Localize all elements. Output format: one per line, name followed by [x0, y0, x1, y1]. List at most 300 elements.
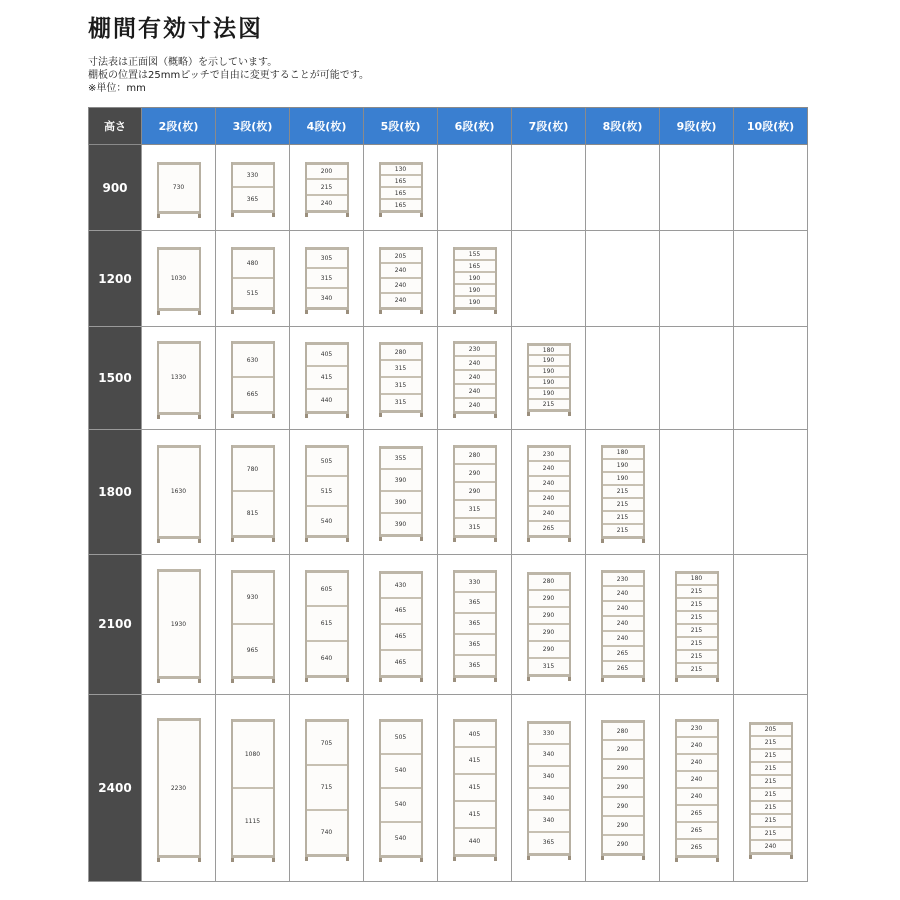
shelf-gap-label: 240 [677, 770, 717, 787]
shelf-gap-label: 265 [603, 660, 643, 675]
foot [420, 213, 423, 217]
table-cell [660, 430, 734, 555]
table-cell [512, 231, 586, 326]
table-cell [660, 145, 734, 231]
foot [379, 678, 382, 682]
foot [379, 413, 382, 417]
shelf-feet [157, 858, 201, 862]
foot [453, 310, 456, 314]
foot [453, 414, 456, 418]
foot [642, 678, 645, 682]
shelf-gap-label: 290 [455, 481, 495, 499]
table-cell [586, 554, 660, 695]
shelf-gap-label: 340 [529, 743, 569, 765]
foot [527, 412, 530, 416]
shelf-gap-label: 480 [233, 247, 273, 277]
shelf-gap-label: 215 [751, 735, 791, 748]
foot [305, 213, 308, 217]
shelf-gap-label: 1630 [159, 445, 199, 536]
shelf-gap-label: 705 [307, 719, 347, 764]
shelf-gap-label: 215 [603, 497, 643, 510]
row-height-label: 1800 [89, 430, 142, 555]
shelf-gap-label: 540 [307, 505, 347, 535]
shelf-diagram [305, 247, 349, 310]
shelf-gap-label: 265 [677, 838, 717, 855]
shelf-gap-label: 240 [677, 736, 717, 753]
shelf-diagram [379, 247, 423, 310]
foot [346, 678, 349, 682]
shelf-gap-label: 965 [233, 623, 273, 676]
table-cell [216, 430, 290, 555]
table-cell [364, 430, 438, 555]
table-row [89, 326, 808, 429]
shelf-feet [527, 412, 571, 416]
foot [272, 858, 275, 862]
shelf-gap-label: 315 [529, 657, 569, 674]
shelf-feet [305, 538, 349, 542]
header-row [89, 108, 808, 145]
shelf-gap-label: 240 [529, 505, 569, 520]
table-cell [290, 430, 364, 555]
shelf-gap-label: 240 [455, 355, 495, 369]
shelf-gap-label: 330 [233, 162, 273, 186]
shelf-diagram [379, 162, 423, 213]
shelf-diagram [379, 446, 423, 537]
foot [272, 310, 275, 314]
column-header: 4段(枚) [290, 108, 364, 145]
shelf-gap-label: 290 [603, 815, 643, 834]
shelf-gap-label: 240 [381, 262, 421, 277]
foot [305, 678, 308, 682]
shelf-feet [305, 213, 349, 217]
shelf-gap-label: 215 [677, 662, 717, 675]
shelf-gap-label: 240 [677, 787, 717, 804]
foot [527, 538, 530, 542]
shelf-gap-label: 215 [677, 584, 717, 597]
shelf-gap-label: 340 [529, 809, 569, 831]
row-height-label: 1200 [89, 231, 142, 326]
shelf-gap-label: 390 [381, 512, 421, 534]
shelf-gap-label: 280 [381, 342, 421, 359]
shelf-gap-label: 165 [381, 174, 421, 186]
foot [642, 539, 645, 543]
shelf-gap-label: 190 [455, 295, 495, 307]
shelf-feet [453, 857, 497, 861]
shelf-gap-label: 215 [603, 510, 643, 523]
shelf-diagram [305, 445, 349, 538]
shelf-gap-label: 430 [381, 571, 421, 597]
shelf-gap-label: 180 [677, 571, 717, 584]
shelf-gap-label: 215 [603, 484, 643, 497]
table-cell [216, 695, 290, 882]
table-cell [438, 695, 512, 882]
note-line: ※単位：mm [88, 83, 146, 94]
shelf-gap-label: 930 [233, 570, 273, 623]
shelf-gap-label: 1930 [159, 569, 199, 676]
shelf-gap-label: 215 [751, 800, 791, 813]
shelf-gap-label: 215 [603, 523, 643, 536]
foot [198, 679, 201, 683]
shelf-gap-label: 440 [455, 827, 495, 854]
shelf-gap-label: 215 [677, 636, 717, 649]
shelf-gap-label: 215 [751, 787, 791, 800]
shelf-diagram [527, 343, 571, 412]
shelf-gap-label: 465 [381, 649, 421, 675]
shelf-diagram [453, 445, 497, 538]
shelf-diagram [157, 162, 201, 214]
foot [305, 538, 308, 542]
shelf-gap-label: 290 [529, 640, 569, 657]
shelf-gap-label: 640 [307, 640, 347, 675]
table-cell [586, 326, 660, 429]
foot [157, 214, 160, 218]
foot [231, 414, 234, 418]
note-line: 棚板の位置は25mmピッチで自由に変更することが可能です。 [88, 70, 370, 81]
shelf-gap-label: 240 [529, 475, 569, 490]
table-cell [364, 695, 438, 882]
table-cell [142, 554, 216, 695]
table-cell [290, 695, 364, 882]
table-cell [586, 145, 660, 231]
shelf-diagram [601, 445, 645, 539]
shelf-diagram [305, 342, 349, 414]
shelf-gap-label: 405 [307, 342, 347, 365]
shelf-gap-label: 240 [529, 460, 569, 475]
table-cell [734, 145, 808, 231]
shelf-diagram [453, 570, 497, 678]
shelf-gap-label: 715 [307, 764, 347, 809]
foot [231, 679, 234, 683]
shelf-gap-label: 280 [455, 445, 495, 463]
shelf-feet [453, 538, 497, 542]
foot [568, 856, 571, 860]
shelf-diagram [527, 721, 571, 856]
table-cell [290, 145, 364, 231]
foot [305, 310, 308, 314]
shelf-gap-label: 165 [455, 259, 495, 271]
shelf-diagram [675, 719, 719, 858]
table-cell [512, 430, 586, 555]
column-header: 3段(枚) [216, 108, 290, 145]
table-cell [586, 695, 660, 882]
shelf-gap-label: 415 [455, 773, 495, 800]
table-cell [734, 231, 808, 326]
shelf-gap-label: 2230 [159, 718, 199, 855]
foot [420, 310, 423, 314]
shelf-gap-label: 315 [381, 359, 421, 376]
row-height-label: 1500 [89, 326, 142, 429]
shelf-feet [157, 415, 201, 419]
shelf-gap-label: 315 [455, 499, 495, 517]
shelf-gap-label: 365 [529, 831, 569, 853]
foot [642, 856, 645, 860]
shelf-gap-label: 230 [603, 570, 643, 585]
shelf-gap-label: 280 [603, 720, 643, 739]
shelf-feet [157, 311, 201, 315]
foot [198, 311, 201, 315]
foot [346, 857, 349, 861]
shelf-gap-label: 215 [751, 826, 791, 839]
shelf-gap-label: 340 [307, 287, 347, 307]
foot [346, 213, 349, 217]
table-cell [734, 695, 808, 882]
shelf-gap-label: 290 [603, 758, 643, 777]
shelf-gap-label: 305 [307, 247, 347, 267]
shelf-gap-label: 315 [381, 393, 421, 410]
shelf-gap-label: 415 [455, 746, 495, 773]
shelf-gap-label: 540 [381, 753, 421, 787]
shelf-feet [305, 414, 349, 418]
shelf-gap-label: 190 [529, 387, 569, 398]
column-header: 7段(枚) [512, 108, 586, 145]
shelf-feet [157, 539, 201, 543]
foot [568, 412, 571, 416]
table-cell [216, 145, 290, 231]
foot [231, 538, 234, 542]
table-cell [734, 326, 808, 429]
shelf-diagram [601, 720, 645, 856]
dimension-table [88, 107, 808, 882]
table-cell [216, 554, 290, 695]
row-height-label: 900 [89, 145, 142, 231]
foot [198, 858, 201, 862]
note-line: 寸法表は正面図（概略）を示しています。 [88, 57, 278, 68]
shelf-gap-label: 465 [381, 623, 421, 649]
shelf-diagram [379, 571, 423, 678]
shelf-gap-label: 515 [233, 277, 273, 307]
shelf-gap-label: 240 [677, 753, 717, 770]
shelf-feet [453, 414, 497, 418]
foot [453, 678, 456, 682]
shelf-gap-label: 215 [677, 623, 717, 636]
table-cell [512, 145, 586, 231]
shelf-gap-label: 290 [603, 777, 643, 796]
shelf-gap-label: 215 [677, 597, 717, 610]
foot [675, 858, 678, 862]
table-cell [512, 695, 586, 882]
shelf-diagram [305, 570, 349, 678]
foot [272, 213, 275, 217]
shelf-gap-label: 405 [455, 719, 495, 746]
table-cell [660, 554, 734, 695]
table-cell [290, 554, 364, 695]
column-header: 5段(枚) [364, 108, 438, 145]
table-cell [586, 231, 660, 326]
shelf-gap-label: 505 [307, 445, 347, 475]
shelf-diagram [675, 571, 719, 678]
shelf-gap-label: 240 [307, 194, 347, 210]
shelf-gap-label: 365 [455, 633, 495, 654]
notes [88, 56, 369, 95]
shelf-gap-label: 290 [603, 796, 643, 815]
foot [568, 538, 571, 542]
shelf-gap-label: 230 [677, 719, 717, 736]
shelf-gap-label: 240 [751, 839, 791, 852]
shelf-feet [231, 310, 275, 314]
shelf-gap-label: 265 [677, 821, 717, 838]
shelf-gap-label: 290 [529, 589, 569, 606]
column-header: 9段(枚) [660, 108, 734, 145]
shelf-gap-label: 240 [455, 397, 495, 411]
table-cell [660, 231, 734, 326]
table-cell [512, 326, 586, 429]
foot [346, 310, 349, 314]
foot [568, 677, 571, 681]
shelf-diagram [157, 247, 201, 311]
foot [675, 678, 678, 682]
page-title: 棚間有効寸法図 [88, 16, 263, 42]
shelf-gap-label: 200 [307, 162, 347, 178]
shelf-gap-label: 240 [603, 630, 643, 645]
shelf-diagram [749, 722, 793, 855]
shelf-diagram [601, 570, 645, 678]
shelf-gap-label: 215 [677, 649, 717, 662]
shelf-feet [231, 679, 275, 683]
shelf-diagram [231, 445, 275, 538]
shelf-diagram [231, 719, 275, 858]
shelf-gap-label: 190 [455, 271, 495, 283]
shelf-diagram [231, 570, 275, 679]
shelf-gap-label: 215 [529, 398, 569, 409]
shelf-gap-label: 240 [381, 292, 421, 307]
foot [198, 214, 201, 218]
foot [716, 678, 719, 682]
shelf-gap-label: 205 [751, 722, 791, 735]
table-row [89, 231, 808, 326]
shelf-gap-label: 815 [233, 490, 273, 535]
table-cell [142, 145, 216, 231]
table-cell [364, 145, 438, 231]
shelf-gap-label: 415 [307, 365, 347, 388]
shelf-gap-label: 630 [233, 341, 273, 376]
shelf-gap-label: 215 [751, 813, 791, 826]
shelf-feet [231, 858, 275, 862]
table-cell [660, 326, 734, 429]
shelf-gap-label: 340 [529, 787, 569, 809]
column-header: 8段(枚) [586, 108, 660, 145]
shelf-diagram [453, 341, 497, 414]
shelf-feet [379, 678, 423, 682]
foot [157, 415, 160, 419]
shelf-feet [527, 856, 571, 860]
shelf-feet [453, 678, 497, 682]
foot [272, 538, 275, 542]
shelf-feet [379, 413, 423, 417]
shelf-gap-label: 265 [677, 804, 717, 821]
shelf-feet [453, 310, 497, 314]
row-height-label: 2400 [89, 695, 142, 882]
shelf-gap-label: 290 [529, 606, 569, 623]
shelf-gap-label: 665 [233, 376, 273, 411]
table-row [89, 554, 808, 695]
foot [346, 414, 349, 418]
shelf-gap-label: 540 [381, 787, 421, 821]
table-cell [734, 430, 808, 555]
foot [198, 415, 201, 419]
foot [749, 855, 752, 859]
column-header: 6段(枚) [438, 108, 512, 145]
shelf-gap-label: 240 [603, 585, 643, 600]
foot [494, 414, 497, 418]
table-row [89, 695, 808, 882]
shelf-gap-label: 215 [751, 761, 791, 774]
shelf-feet [305, 857, 349, 861]
shelf-diagram [379, 342, 423, 413]
shelf-gap-label: 315 [455, 517, 495, 535]
shelf-gap-label: 215 [751, 774, 791, 787]
shelf-feet [601, 539, 645, 543]
foot [420, 678, 423, 682]
table-cell [586, 430, 660, 555]
shelf-feet [675, 678, 719, 682]
foot [494, 538, 497, 542]
shelf-gap-label: 130 [381, 162, 421, 174]
foot [231, 858, 234, 862]
column-header: 2段(枚) [142, 108, 216, 145]
foot [272, 679, 275, 683]
shelf-gap-label: 1115 [233, 787, 273, 855]
shelf-feet [231, 213, 275, 217]
shelf-gap-label: 1080 [233, 719, 273, 787]
table-cell [660, 695, 734, 882]
foot [601, 539, 604, 543]
shelf-gap-label: 390 [381, 468, 421, 490]
shelf-gap-label: 615 [307, 605, 347, 640]
shelf-gap-label: 415 [455, 800, 495, 827]
foot [494, 310, 497, 314]
foot [527, 677, 530, 681]
foot [453, 538, 456, 542]
shelf-diagram [231, 341, 275, 414]
shelf-gap-label: 265 [529, 520, 569, 535]
foot [494, 678, 497, 682]
shelf-feet [379, 310, 423, 314]
shelf-feet [379, 858, 423, 862]
corner-header: 高さ [89, 108, 142, 145]
foot [420, 537, 423, 541]
shelf-gap-label: 215 [751, 748, 791, 761]
shelf-gap-label: 190 [603, 471, 643, 484]
shelf-gap-label: 730 [159, 162, 199, 211]
foot [231, 310, 234, 314]
shelf-feet [231, 414, 275, 418]
shelf-diagram [157, 569, 201, 679]
shelf-diagram [527, 572, 571, 677]
row-height-label: 2100 [89, 554, 142, 695]
shelf-diagram [379, 719, 423, 858]
table-cell [216, 231, 290, 326]
shelf-diagram [157, 445, 201, 539]
shelf-gap-label: 605 [307, 570, 347, 605]
table-cell [364, 326, 438, 429]
shelf-diagram [527, 445, 571, 538]
shelf-gap-label: 165 [381, 186, 421, 198]
shelf-gap-label: 365 [455, 654, 495, 675]
shelf-feet [305, 678, 349, 682]
shelf-gap-label: 205 [381, 247, 421, 262]
shelf-gap-label: 1330 [159, 341, 199, 412]
shelf-feet [379, 537, 423, 541]
shelf-gap-label: 180 [603, 445, 643, 458]
foot [379, 310, 382, 314]
shelf-gap-label: 540 [381, 821, 421, 855]
foot [157, 311, 160, 315]
table-cell [512, 554, 586, 695]
table-cell [142, 695, 216, 882]
table-cell [142, 430, 216, 555]
foot [346, 538, 349, 542]
shelf-gap-label: 240 [603, 600, 643, 615]
